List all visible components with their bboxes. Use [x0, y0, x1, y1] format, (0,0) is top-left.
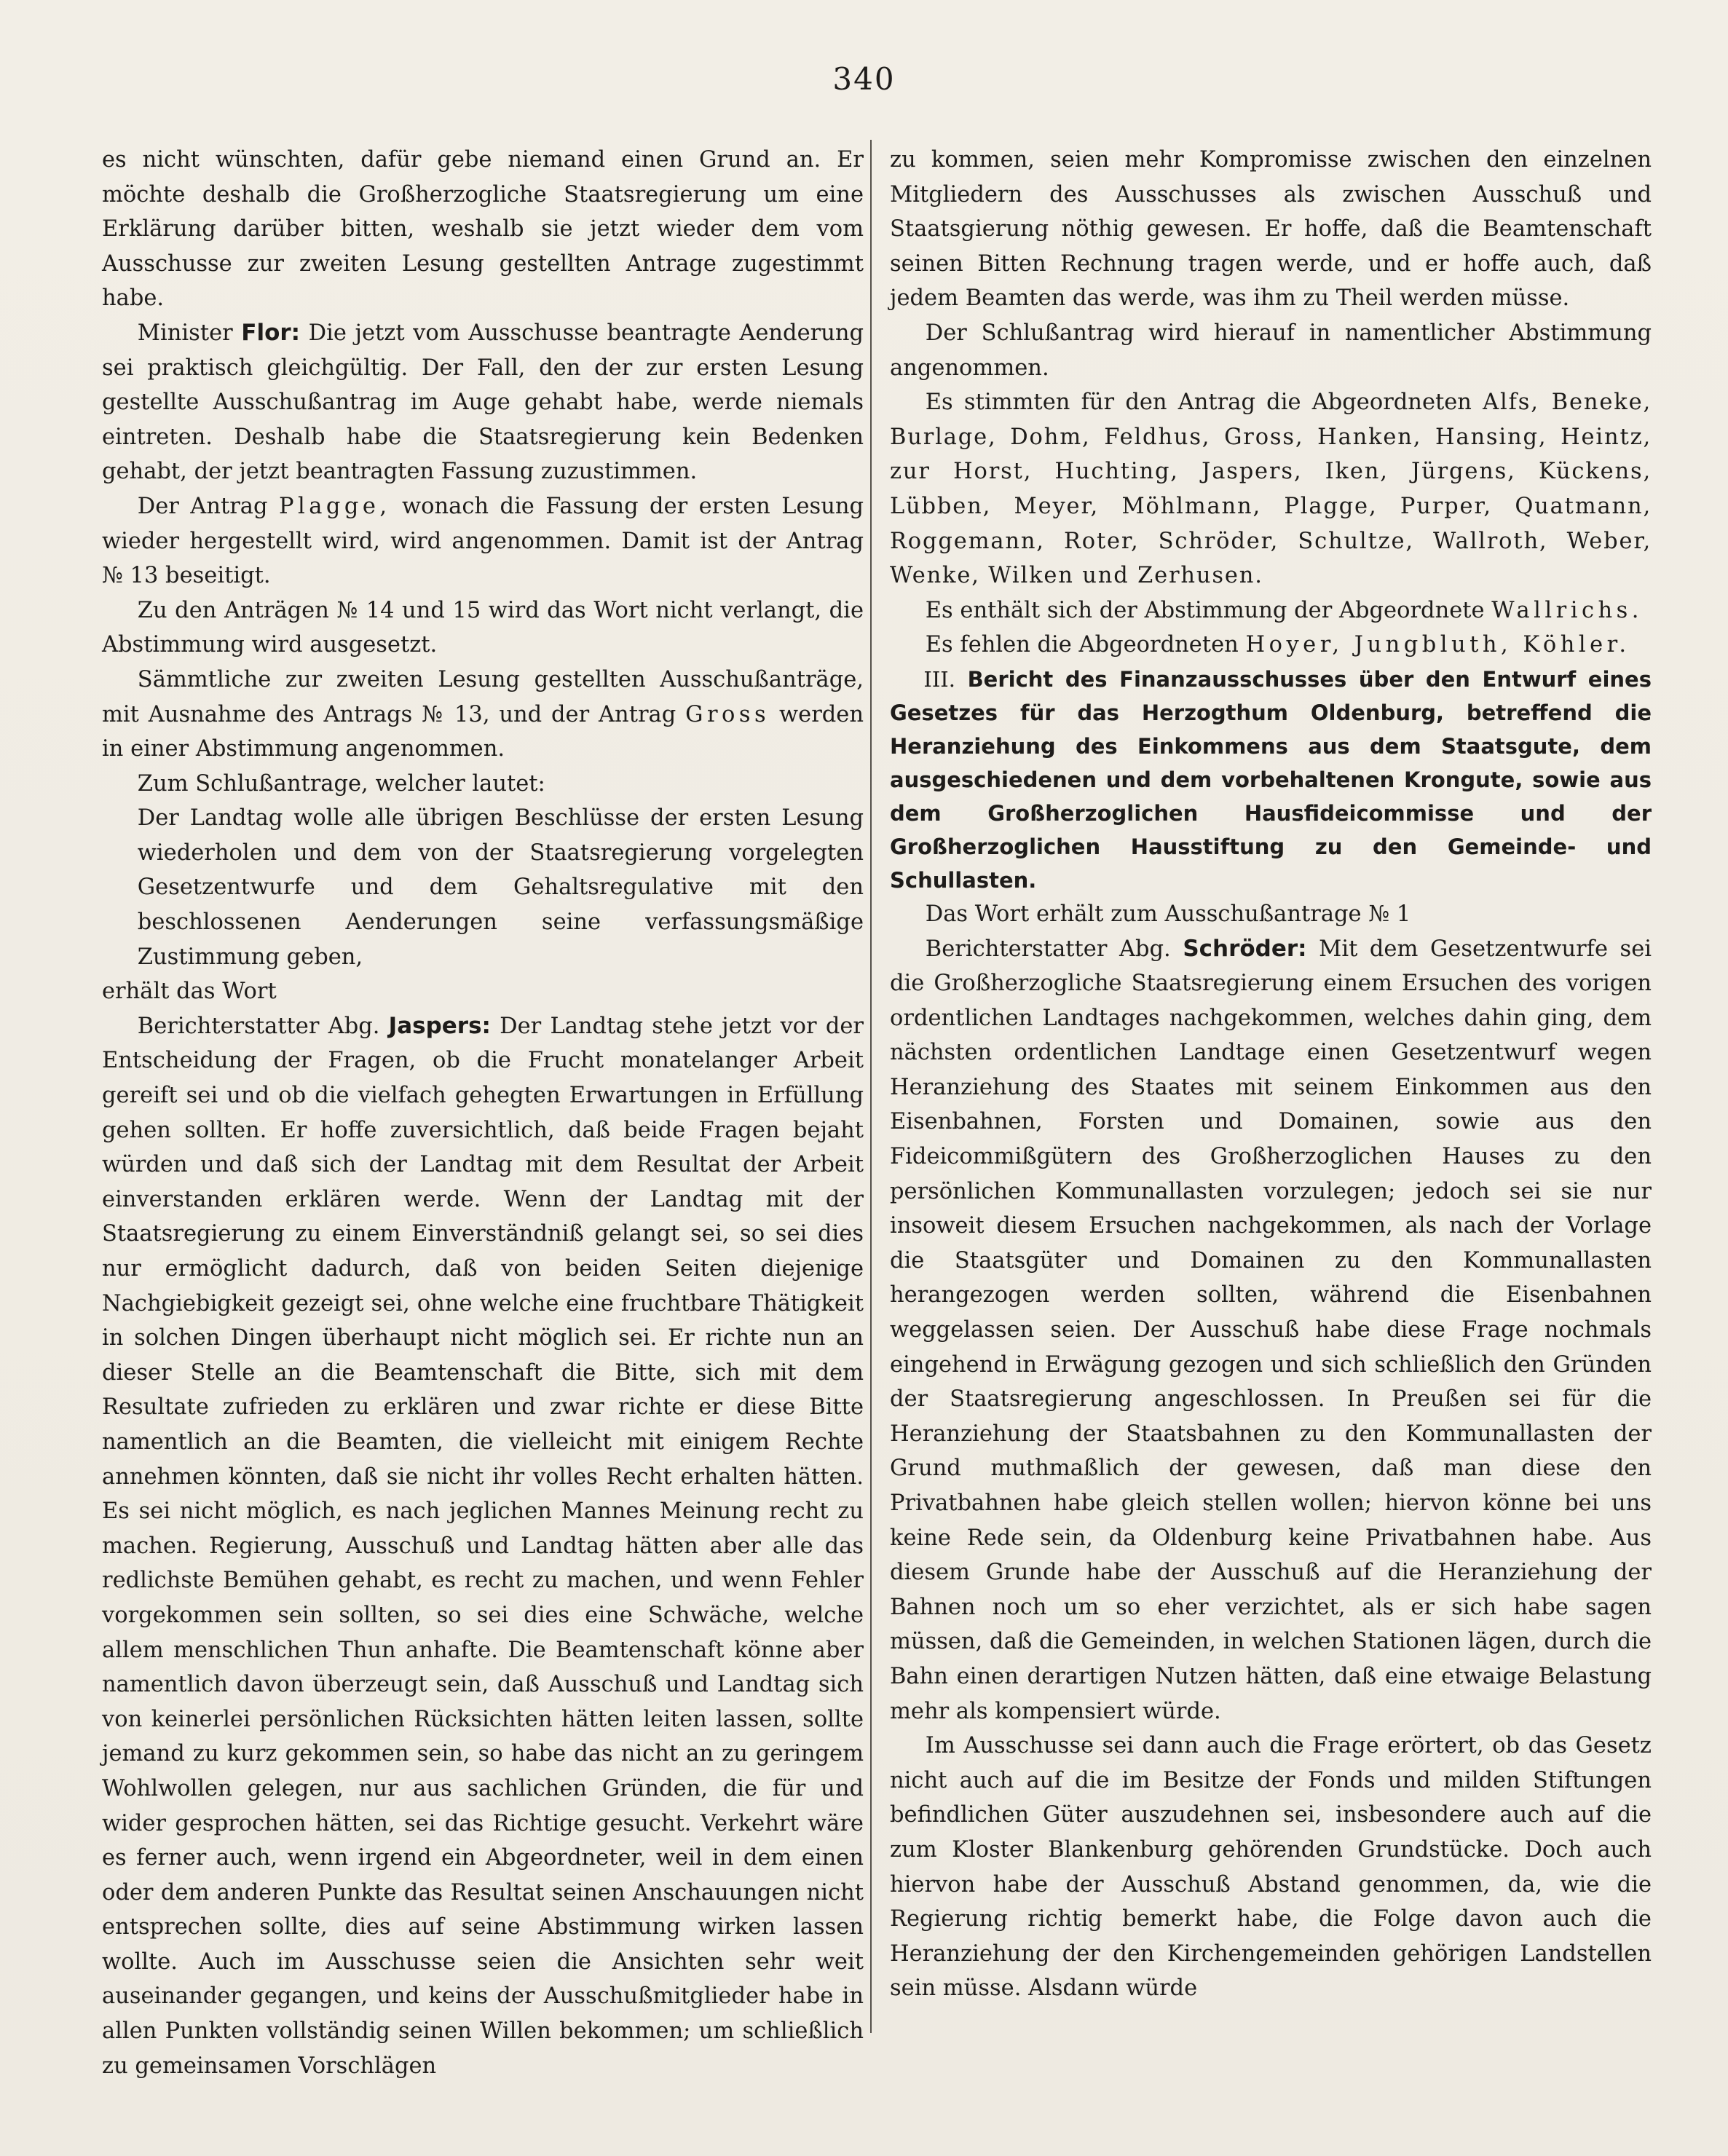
section-title: Bericht des Finanzausschusses über den Entwurf eines Gesetzes für das Herzogthum Oldenburg, betreffend die Heranziehung des Einkommens aus dem Staatsgute, dem ausgeschiedenen und dem vorbehaltenen Krongute, sowie aus dem Großherzoglichen Hausfideicommisse und der Großherzoglichen Hausstiftung zu den Gemeinde- und Schullasten. [890, 666, 1652, 893]
speaker-title: Berichterstatter Abg. [137, 1013, 380, 1039]
member-name: Wallrichs. [1491, 597, 1643, 623]
page-number: 340 [832, 61, 896, 97]
paragraph: es nicht wünschten, dafür gebe niemand einen Grund an. Er möchte deshalb die Großherzogliche Staatsregierung um eine Erklärung darüber bitten, weshalb sie jetzt wieder dem vom Ausschusse zur zweiten Lesung gestellten Antrage zugestimmt habe. [102, 147, 864, 312]
speaker-title: Minister [137, 320, 233, 346]
paragraph [102, 663, 864, 767]
speech-text: Mit dem Gesetzentwurfe sei die Großherzogliche Staatsregierung einem Ersuchen des vorigen ordentlichen Landtages nachgekommen, welches dahin ging, dem nächsten ordentlichen Landtage einen Gesetzentwurf wegen Heranziehung des Staates mit seinem Einkommen aus den Eisenbahnen, Forsten und Domainen, sowie aus den Fideicommißgütern des Großherzoglichen Hauses zu den persönlichen Kommunallasten vorzulegen; jedoch sei sie nur insoweit diesem Ersuchen nachgekommen, als nach der Vorlage die Staatsgüter und Domainen zu den Kommunallasten herangezogen werden sollten, während die Eisenbahnen weggelassen seien. Der Ausschuß habe diese Frage nochmals eingehend in Erwägung gezogen und sich schließlich den Gründen der Staatsregierung angeschlossen. In Preußen sei für die Heranziehung der Staatsbahnen zu den Kommunallasten der Grund muthmaßlich der gewesen, daß man diese den Privatbahnen habe gleich stellen wollen; hiervon könne bei uns keine Rede sein, da Oldenburg keine Privatbahnen habe. Aus diesem Grunde habe der Ausschuß auf die Heranziehung der Bahnen noch um so eher verzichtet, als er sich habe sagen müssen, daß die Gemeinden, in welchen Stationen lägen, durch die Bahn einen derartigen Nutzen hätten, daß eine etwaige Belastung mehr als kompensiert würde. [890, 936, 1652, 1724]
section-heading [890, 663, 1652, 897]
speech-text: Die jetzt vom Ausschusse beantragte Aenderung sei praktisch gleichgültig. Der Fall, den der zur ersten Lesung gestellte Ausschußantrag im Auge gehabt habe, werde niemals eintreten. Deshalb habe die Staatsregierung kein Bedenken gehabt, der jetzt beantragten Fassung zuzustimmen. [102, 320, 864, 485]
section-number: III. [923, 666, 955, 692]
paragraph: Das Wort erhält zum Ausschußantrage № 1 [925, 901, 1411, 927]
quoted-motion: Der Landtag wolle alle übrigen Beschlüsse der ersten Lesung wiederholen und dem von der Staatsregierung vorgelegten Gesetzentwurfe und dem Gehaltsregulative mit den beschlossenen Aenderungen seine verfassungsmäßige Zustimmung geben, [137, 805, 864, 970]
speaker-name: Jaspers: [388, 1012, 491, 1039]
paragraph [890, 385, 1652, 593]
text-run: Der Antrag [137, 493, 268, 519]
text-run: Sämmtliche zur zweiten Lesung gestellten Ausschußanträge, mit Ausnahme des Antrags № 13, und der Antrag [102, 666, 864, 727]
member-name: Gross [685, 701, 770, 727]
text-run: Es enthält sich der Abstimmung der Abgeordnete [925, 597, 1485, 623]
right-column [890, 143, 1652, 2006]
speaker-name: Schröder: [1183, 935, 1307, 962]
text-run: wonach die Fassung der ersten Lesung wieder hergestellt wird, wird angenommen. Damit ist der Antrag № 13 beseitigt. [102, 493, 864, 589]
member-name: Plagge, [278, 493, 391, 519]
speaker-title: Berichterstatter Abg. [925, 936, 1171, 962]
paragraph: Im Ausschusse sei dann auch die Frage erörtert, ob das Gesetz nicht auch auf die im Besitze der Fonds und milden Stiftungen befindlichen Güter auszudehnen sei, insbesondere auch auf die zum Kloster Blankenburg gehörenden Grundstücke. Doch auch hiervon habe der Ausschuß Abstand genommen, da, wie die Regierung richtig bemerkt habe, die Folge davon auch die Heranziehung der den Kirchengemeinden gehörigen Landstellen sein müsse. Alsdann würde [890, 1733, 1652, 2002]
text-run: Es stimmten für den Antrag die Abgeordneten [925, 390, 1472, 416]
text-run: werden in einer Abstimmung angenommen. [102, 701, 864, 762]
paragraph [890, 628, 1652, 663]
paragraph [890, 932, 1652, 1729]
paragraph [102, 1009, 864, 2083]
paragraph: Zum Schlußantrage, welcher lautet: [137, 770, 545, 797]
speaker-name: Flor: [241, 319, 301, 346]
paragraph [102, 489, 864, 593]
paragraph: Zu den Anträgen № 14 und 15 wird das Wort nicht verlangt, die Abstimmung wird ausgesetzt. [102, 597, 864, 658]
left-column [102, 143, 864, 2083]
speech-text: Der Landtag stehe jetzt vor der Entscheidung der Fragen, ob die Frucht monatelanger Arbeit gereift sei und ob die vielfach gehegten Erwartungen in Erfüllung gehen sollten. Er hoffe zuversichtlich, daß beide Fragen bejaht würden und daß sich der Landtag mit dem Resultat der Arbeit einverstanden erklären werde. Wenn der Landtag mit der Staatsregierung zu einem Einverständniß gelangt sei, so sei dies nur ermöglicht dadurch, daß von beiden Seiten diejenige Nachgiebigkeit gezeigt sei, ohne welche eine fruchtbare Thätigkeit in solchen Dingen überhaupt nicht möglich sei. Er richte nun an dieser Stelle an die Beamtenschaft die Bitte, sich mit dem Resultate zufrieden zu erklären und zwar richte er diese Bitte namentlich an die Beamten, die vielleicht mit einigem Rechte annehmen könnten, daß sie nicht ihr volles Recht erhalten hätten. Es sei nicht möglich, es nach jeglichen Mannes Meinung recht zu machen. Regierung, Ausschuß und Landtag hätten aber alle das redlichste Bemühen gehabt, es recht zu machen, und wenn Fehler vorgekommen sein sollten, so sei dies eine Schwäche, welche allem menschlichen Thun anhafte. Die Beamtenschaft könne aber namentlich davon überzeugt sein, daß Ausschuß und Landtag sich von keinerlei persönlichen Rücksichten hätten leiten lassen, sollte jemand zu kurz gekommen sein, so habe das nicht an zu geringem Wohlwollen gelegen, nur aus sachlichen Gründen, die für und wider gesprochen hätten, sei das Richtige gesucht. Verkehrt wäre es ferner auch, wenn irgend ein Abgeordneter, weil in dem einen oder dem anderen Punkte das Resultat seinen Anschauungen nicht entsprechen sollte, dies auf seine Abstimmung wirken lassen wollte. Auch im Ausschusse seien die Ansichten sehr weit auseinander gegangen, und keins der Ausschußmitglieder habe in allen Punkten vollständig seinen Willen bekommen; um schließlich zu gemeinsamen Vorschlägen [102, 1013, 864, 2079]
paragraph: erhält das Wort [102, 979, 277, 1005]
paragraph [890, 593, 1652, 628]
member-names: Hoyer, Jungbluth, Köhler. [1245, 632, 1630, 658]
member-names: Alfs, Beneke, Burlage, Dohm, Feldhus, Gross, Hanken, Hansing, Heintz, zur Horst, Huchting, Jaspers, Iken, Jürgens, Kückens, Lübben, Meyer, Möhlmann, Plagge, Purper, Quatmann, Roggemann, Roter, Schröder, Schultze, Wallroth, Weber, Wenke, Wilken und Zerhusen. [890, 390, 1652, 589]
paragraph: Der Schlußantrag wird hierauf in namentlicher Abstimmung angenommen. [890, 320, 1652, 381]
text-run: Es fehlen die Abgeordneten [925, 632, 1239, 658]
paragraph: zu kommen, seien mehr Kompromisse zwischen den einzelnen Mitgliedern des Ausschusses als zwischen Ausschuß und Staatsgierung nöthig gewesen. Er hoffe, daß die Beamtenschaft seinen Bitten Rechnung tragen werde, und er hoffe auch, daß jedem Beamten das werde, was ihm zu Theil werden müsse. [890, 147, 1652, 312]
paragraph [102, 316, 864, 489]
column-divider [870, 140, 872, 2033]
